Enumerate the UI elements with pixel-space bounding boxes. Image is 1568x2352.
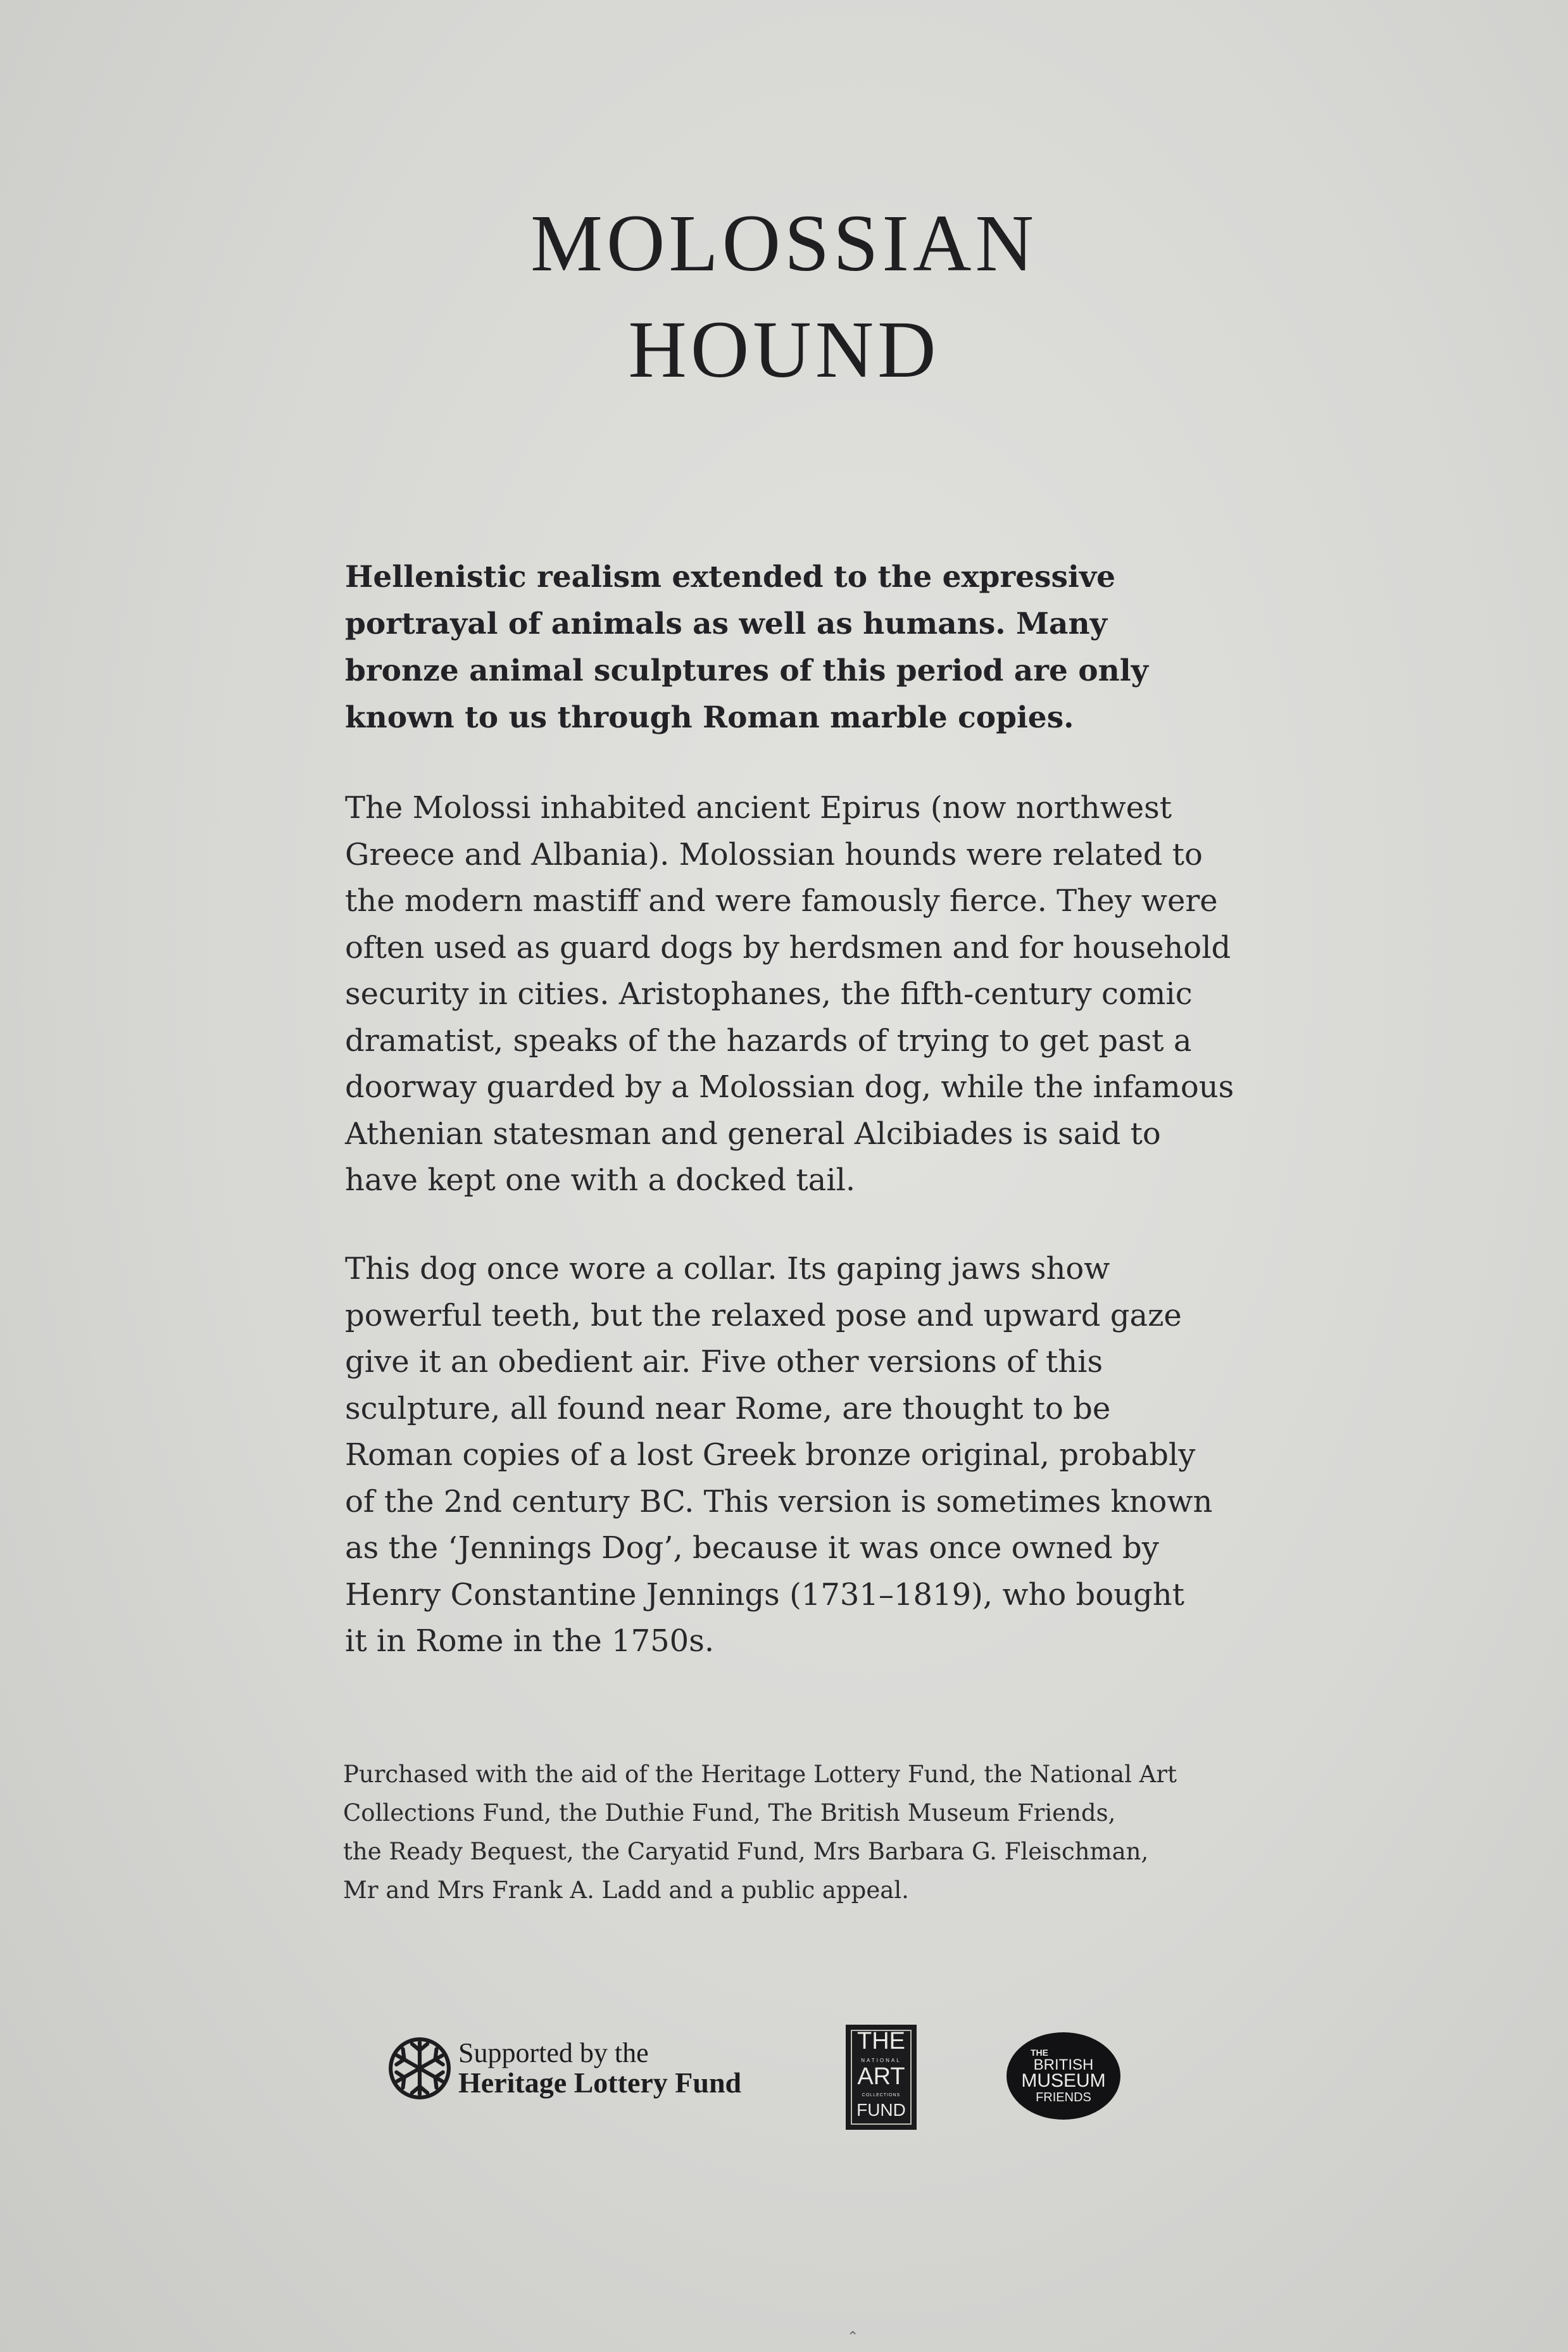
paragraph-line: it in Rome in the 1750s. <box>345 1623 715 1659</box>
paragraph-line: often used as guard dogs by herdsmen and for household <box>345 929 1231 965</box>
heritage-lottery-fund-emblem-icon <box>387 2036 452 2101</box>
paragraph-line: of the 2nd century BC. This version is sometimes known <box>345 1483 1213 1519</box>
paragraph-line: The Molossi inhabited ancient Epirus (now northwest <box>345 790 1172 826</box>
paragraph-line: have kept one with a docked tail. <box>345 1162 856 1198</box>
wall-scuff-mark: ⌃ <box>847 2329 859 2345</box>
intro-paragraph <box>345 554 1295 741</box>
heritage-lottery-fund-logo <box>387 2036 767 2106</box>
body-paragraph-2 <box>345 1246 1295 1665</box>
paragraph-line: security in cities. Aristophanes, the fifth-century comic <box>345 976 1193 1012</box>
paragraph-line: give it an obedient air. Five other versions of this <box>345 1344 1103 1380</box>
bmf-friends: FRIENDS <box>1036 2091 1091 2104</box>
intro-line: bronze animal sculptures of this period are only <box>345 653 1148 688</box>
naf-national: NATIONAL <box>861 2058 901 2063</box>
page-title <box>0 190 1568 403</box>
bmf-the: THE <box>1031 2047 1048 2058</box>
intro-line: portrayal of animals as well as humans. Many <box>345 607 1107 641</box>
naf-collections: COLLECTIONS <box>862 2093 901 2097</box>
paragraph-line: sculpture, all found near Rome, are thought to be <box>345 1390 1111 1426</box>
bmf-museum: MUSEUM <box>1021 2070 1106 2091</box>
sponsor-logos <box>0 2020 1568 2140</box>
paragraph-line: Greece and Albania). Molossian hounds were related to <box>345 836 1203 872</box>
paragraph-line: dramatist, speaks of the hazards of trying to get past a <box>345 1022 1192 1059</box>
body-paragraph-1 <box>345 785 1295 1204</box>
credits-line: Purchased with the aid of the Heritage Lottery Fund, the National Art <box>343 1761 1177 1788</box>
credits-line: the Ready Bequest, the Caryatid Fund, Mrs Barbara G. Fleischman, <box>343 1838 1149 1865</box>
paragraph-line: the modern mastiff and were famously fierce. They were <box>345 883 1218 919</box>
intro-line: Hellenistic realism extended to the expressive <box>345 560 1116 594</box>
paragraph-line: doorway guarded by a Molossian dog, while the infamous <box>345 1069 1234 1105</box>
bmf-british: BRITISH <box>1033 2056 1094 2073</box>
paragraph-line: Roman copies of a lost Greek bronze original, probably <box>345 1437 1196 1473</box>
paragraph-line: as the ‘Jennings Dog’, because it was once owned by <box>345 1530 1159 1566</box>
funding-credits <box>343 1755 1305 1909</box>
paragraph-line: This dog once wore a collar. Its gaping jaws show <box>345 1251 1110 1286</box>
hlf-name: Heritage Lottery Fund <box>458 2066 742 2099</box>
title-line-2: HOUND <box>628 305 940 394</box>
title-line-1: MOLOSSIAN <box>530 198 1038 288</box>
paragraph-line: Athenian statesman and general Alcibiades is said to <box>345 1116 1161 1152</box>
credits-line: Collections Fund, the Duthie Fund, The British Museum Friends, <box>343 1799 1116 1827</box>
paragraph-line: Henry Constantine Jennings (1731–1819), who bought <box>345 1576 1184 1613</box>
british-museum-friends-logo <box>1007 2032 1120 2120</box>
heritage-lottery-fund-text <box>458 2039 741 2098</box>
naf-the: THE <box>857 2028 905 2054</box>
national-art-collections-fund-logo <box>846 2025 917 2130</box>
paragraph-line: powerful teeth, but the relaxed pose and upward gaze <box>345 1297 1182 1333</box>
intro-line: known to us through Roman marble copies. <box>345 700 1074 735</box>
hlf-supported-by: Supported by the <box>458 2037 649 2068</box>
credits-line: Mr and Mrs Frank A. Ladd and a public appeal. <box>343 1877 909 1904</box>
naf-fund: FUND <box>856 2100 906 2120</box>
naf-art: ART <box>857 2063 905 2090</box>
